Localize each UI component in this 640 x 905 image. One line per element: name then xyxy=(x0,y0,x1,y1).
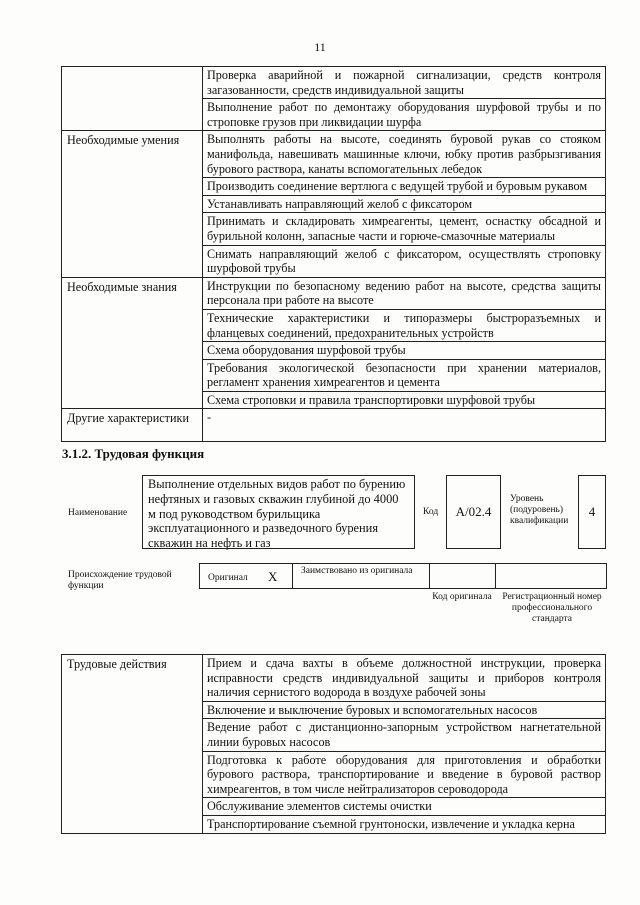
registration-cell xyxy=(495,563,607,589)
code-value: А/02.4 xyxy=(455,504,492,519)
skills-label: Необходимые умения xyxy=(62,131,203,277)
level-value: 4 xyxy=(588,504,596,519)
list-item: Устанавливать направляющий желоб с фиксатором xyxy=(203,195,606,213)
name-label: Наименование xyxy=(68,508,128,518)
requirements-table xyxy=(61,66,606,442)
list-item: Обслуживание элементов системы очистки xyxy=(203,798,606,816)
borrowed-label: Заимствовано из оригинала xyxy=(301,566,413,576)
code-box xyxy=(446,475,501,549)
list-item: Снимать направляющий желоб с фиксатором, осуществлять строповку шурфовой трубы xyxy=(203,245,606,277)
borrowed-cell xyxy=(292,563,430,589)
list-item: Принимать и складировать химреагенты, цемент, оснастку обсадной и бурильной колонн, запасные части и горюче-смазочные материалы xyxy=(203,213,606,245)
table-row xyxy=(62,655,606,702)
section-title: 3.1.2. Трудовая функция xyxy=(62,446,205,461)
original-code-cell xyxy=(429,563,496,589)
list-item: Включение и выключение буровых и вспомогательных насосов xyxy=(203,701,606,719)
level-label: Уровень (подуровень) квалификации xyxy=(510,494,569,526)
actions-label: Трудовые действия xyxy=(62,655,203,834)
empty-header-cell xyxy=(62,67,203,131)
list-item: Схема оборудования шурфовой трубы xyxy=(203,342,606,360)
list-item: Транспортирование съемной грунтоноски, извлечение и укладка керна xyxy=(203,815,606,833)
list-item: Прием и сдача вахты в объеме должностной инструкции, проверка исправности средств индивидуальной защиты и приборов контроля наличия сернистого водорода в воздухе рабочей зоны xyxy=(203,655,606,702)
list-item: Выполнять работы на высоте, соединять буровой рукав со стояком манифольда, навешивать машинные ключи, юбку против разбрызгивания бурового раствора, канаты вспомогательных лебедок xyxy=(203,131,606,178)
original-mark: X xyxy=(268,569,278,584)
other-value: - xyxy=(203,409,606,442)
list-item: Требования экологической безопасности при хранении материалов, регламент хранения химреагентов и цемента xyxy=(203,359,606,391)
original-cell xyxy=(199,563,293,589)
list-item: Подготовка к работе оборудования для приготовления и обработки бурового раствора, транспортирование и введение в буровой раствор химреагентов, в том числе нейтрализаторов сероводорода xyxy=(203,751,606,798)
table-row xyxy=(62,67,606,99)
list-item: Производить соединение вертлюга с ведущей трубой и буровым рукавом xyxy=(203,178,606,196)
list-item: Проверка аварийной и пожарной сигнализации, средств контроля загазованности, средств индивидуальной защиты xyxy=(203,67,606,99)
function-name: Выполнение отдельных видов работ по бурению нефтяных и газовых скважин глубиной до 4000 м под руководством бурильщика эксплуатационного и разведочного бурения скважин на нефть и газ xyxy=(148,477,406,551)
level-box xyxy=(578,475,606,549)
function-name-box xyxy=(142,475,415,549)
list-item: Технические характеристики и типоразмеры быстроразъемных и фланцевых соединений, предохранительных устройств xyxy=(203,309,606,341)
registration-caption: Регистрационный номер профессионального стандарта xyxy=(502,592,602,624)
knowledge-label: Необходимые знания xyxy=(62,277,203,409)
original-label: Оригинал xyxy=(208,573,248,583)
actions-table xyxy=(61,654,606,834)
list-item: Схема строповки и правила транспортировки шурфовой трубы xyxy=(203,391,606,409)
table-row xyxy=(62,277,606,309)
table-row xyxy=(62,409,606,442)
page-number: 11 xyxy=(314,40,326,54)
other-label: Другие характеристики xyxy=(62,409,203,442)
list-item: Выполнение работ по демонтажу оборудования шурфовой трубы и по строповке грузов при ликвидации шурфа xyxy=(203,99,606,131)
code-caption: Код оригинала xyxy=(432,592,492,602)
list-item: Ведение работ с дистанционно-запорным устройством нагнетательной линии буровых насосов xyxy=(203,719,606,751)
table-row xyxy=(62,131,606,178)
code-label: Код xyxy=(423,507,439,517)
list-item: Инструкции по безопасному ведению работ на высоте, средства защиты персонала при работе на высоте xyxy=(203,277,606,309)
origin-label: Происхождение трудовой функции xyxy=(68,570,172,591)
